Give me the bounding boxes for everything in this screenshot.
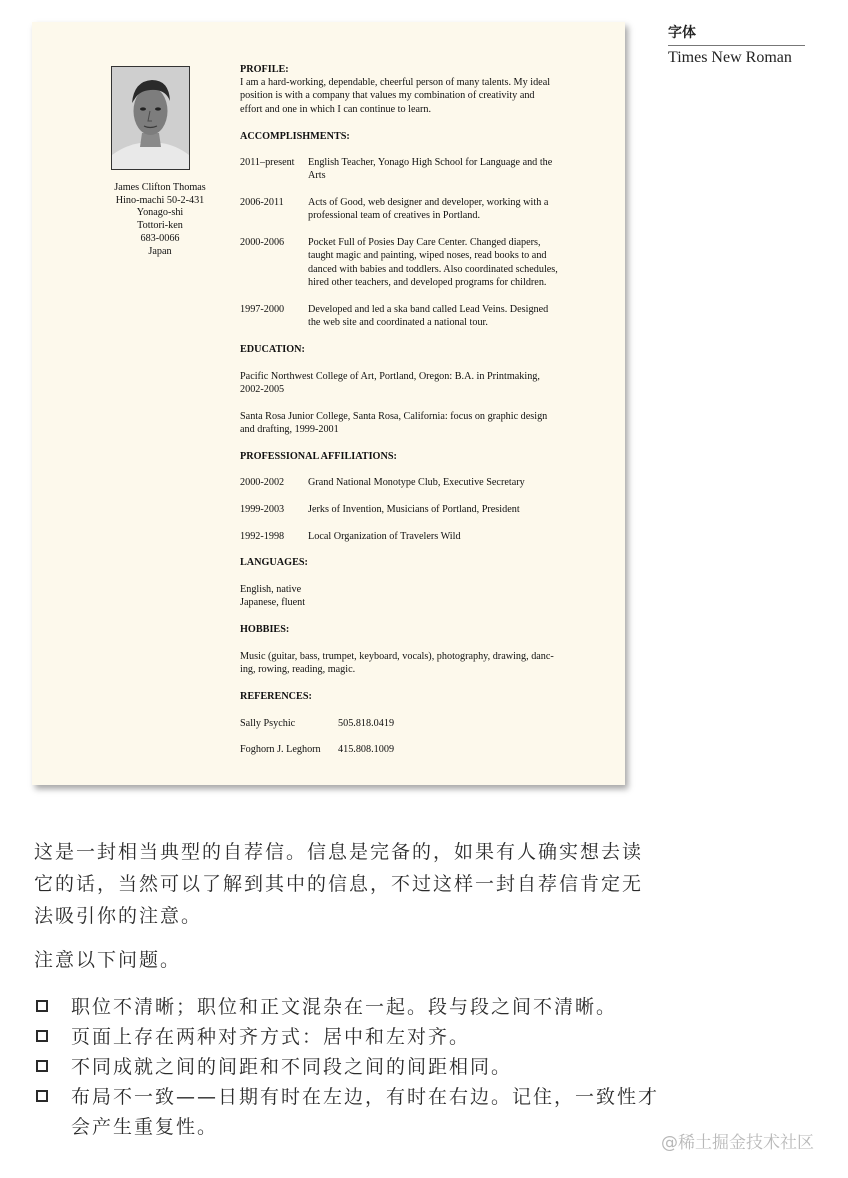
- portrait-photo: [111, 66, 190, 170]
- reference-name: Sally Psychic: [240, 718, 296, 729]
- education-item: [240, 370, 590, 397]
- reference-name: Foghorn J. Leghorn: [240, 744, 321, 755]
- accomplishments-heading: ACCOMPLISHMENTS:: [240, 131, 350, 142]
- education-line: 2002-2005: [240, 384, 285, 396]
- affiliations-heading: PROFESSIONAL AFFILIATIONS:: [240, 451, 397, 462]
- affiliation-date: 2000-2002: [240, 477, 285, 488]
- contact-block: [82, 182, 238, 258]
- education-line: Pacific Northwest College of Art, Portland, Oregon: B.A. in Printmaking,: [240, 371, 540, 382]
- commentary-paragraph: [34, 836, 734, 932]
- accomplishment-desc: [308, 236, 586, 289]
- affiliation-date: 1999-2003: [240, 504, 285, 515]
- issue-list: [34, 992, 734, 1142]
- checkbox-icon: [36, 1060, 48, 1072]
- font-label-title: 字体: [668, 24, 805, 46]
- commentary: [34, 836, 734, 1142]
- issue-item: [34, 992, 734, 1022]
- desc-line: English Teacher, Yonago High School for Language and the: [308, 157, 553, 168]
- education-item: [240, 410, 590, 437]
- issue-text: 页面上存在两种对齐方式：居中和左对齐。: [71, 1026, 471, 1048]
- desc-line: hired other teachers, and developed programs for children.: [308, 276, 547, 288]
- hobbies-line: ing, rowing, reading, magic.: [240, 664, 356, 676]
- issue-text: 不同成就之间的间距和不同段之间的间距相同。: [71, 1056, 513, 1078]
- profile-line: position is with a company that values my combination of creativity and: [240, 90, 535, 102]
- issue-item: [34, 1082, 734, 1142]
- hobbies-text: [240, 650, 590, 677]
- languages-heading: LANGUAGES:: [240, 557, 308, 568]
- commentary-intro: 注意以下问题。: [34, 949, 182, 971]
- desc-line: Acts of Good, web designer and developer, working with a: [308, 197, 549, 208]
- profile-line: effort and one in which I can continue to learn.: [240, 103, 432, 115]
- issue-item: [34, 1052, 734, 1082]
- education-line: Santa Rosa Junior College, Santa Rosa, California: focus on graphic design: [240, 411, 548, 422]
- reference-phone: 415.808.1009: [338, 744, 395, 755]
- accomplishment-date: 2011–present: [240, 157, 295, 168]
- contact-country: Japan: [148, 245, 172, 257]
- contact-postcode: 683-0066: [140, 232, 180, 244]
- issue-text: 布局不一致——日期有时在左边，有时在右边。记住，一致性才: [71, 1086, 660, 1108]
- resume-page: [32, 22, 625, 785]
- reference-phone: 505.818.0419: [338, 718, 395, 729]
- language-item: English, native: [240, 584, 302, 595]
- affiliation-date: 1992-1998: [240, 531, 285, 542]
- languages-list: [240, 583, 590, 610]
- desc-line: danced with babies and toddlers. Also coordinated schedules,: [308, 263, 558, 275]
- hobbies-heading: HOBBIES:: [240, 624, 290, 635]
- commentary-line: 它的话，当然可以了解到其中的信息，不过这样一封自荐信肯定无: [34, 873, 644, 895]
- hobbies-line: Music (guitar, bass, trumpet, keyboard, vocals), photography, drawing, danc-: [240, 651, 554, 662]
- desc-line: professional team of creatives in Portland.: [308, 210, 481, 222]
- affiliation-desc: Local Organization of Travelers Wild: [308, 531, 461, 542]
- contact-address: Hino-machi 50-2-431: [115, 194, 205, 206]
- profile-line: I am a hard-working, dependable, cheerful person of many talents. My ideal: [240, 77, 551, 88]
- contact-name: James Clifton Thomas: [114, 182, 206, 193]
- font-label: [668, 24, 805, 67]
- contact-prefecture: Tottori-ken: [137, 220, 183, 232]
- affiliation-desc: Jerks of Invention, Musicians of Portland, President: [308, 504, 520, 515]
- profile-text: [240, 76, 590, 116]
- profile-heading: PROFILE:: [240, 64, 289, 75]
- accomplishment-date: 2006-2011: [240, 197, 284, 208]
- desc-line: Arts: [308, 170, 326, 182]
- desc-line: taught magic and painting, wiped noses, read books to and: [308, 250, 547, 262]
- checkbox-icon: [36, 1000, 48, 1012]
- watermark: @稀土掘金技术社区: [661, 1133, 814, 1153]
- desc-line: the web site and coordinated a national tour.: [308, 317, 488, 329]
- accomplishment-desc: [308, 303, 586, 330]
- desc-line: Developed and led a ska band called Lead Veins. Designed: [308, 304, 549, 315]
- checkbox-icon: [36, 1030, 48, 1042]
- affiliation-desc: Grand National Monotype Club, Executive Secretary: [308, 477, 525, 488]
- accomplishment-desc: [308, 196, 586, 223]
- accomplishment-date: 1997-2000: [240, 304, 285, 315]
- commentary-line: 这是一封相当典型的自荐信。信息是完备的，如果有人确实想去读: [34, 841, 644, 863]
- font-label-value: Times New Roman: [668, 49, 792, 66]
- issue-text: 会产生重复性。: [71, 1116, 219, 1138]
- issue-text: 职位不清晰；职位和正文混杂在一起。段与段之间不清晰。: [71, 996, 618, 1018]
- issue-item: [34, 1022, 734, 1052]
- accomplishment-desc: [308, 156, 586, 183]
- desc-line: Pocket Full of Posies Day Care Center. Changed diapers,: [308, 237, 541, 248]
- contact-city: Yonago-shi: [136, 207, 184, 219]
- accomplishment-date: 2000-2006: [240, 237, 285, 248]
- checkbox-icon: [36, 1090, 48, 1102]
- commentary-line: 法吸引你的注意。: [34, 905, 203, 927]
- education-line: and drafting, 1999-2001: [240, 424, 339, 436]
- references-heading: REFERENCES:: [240, 691, 312, 702]
- language-item: Japanese, fluent: [240, 597, 306, 609]
- education-heading: EDUCATION:: [240, 344, 305, 355]
